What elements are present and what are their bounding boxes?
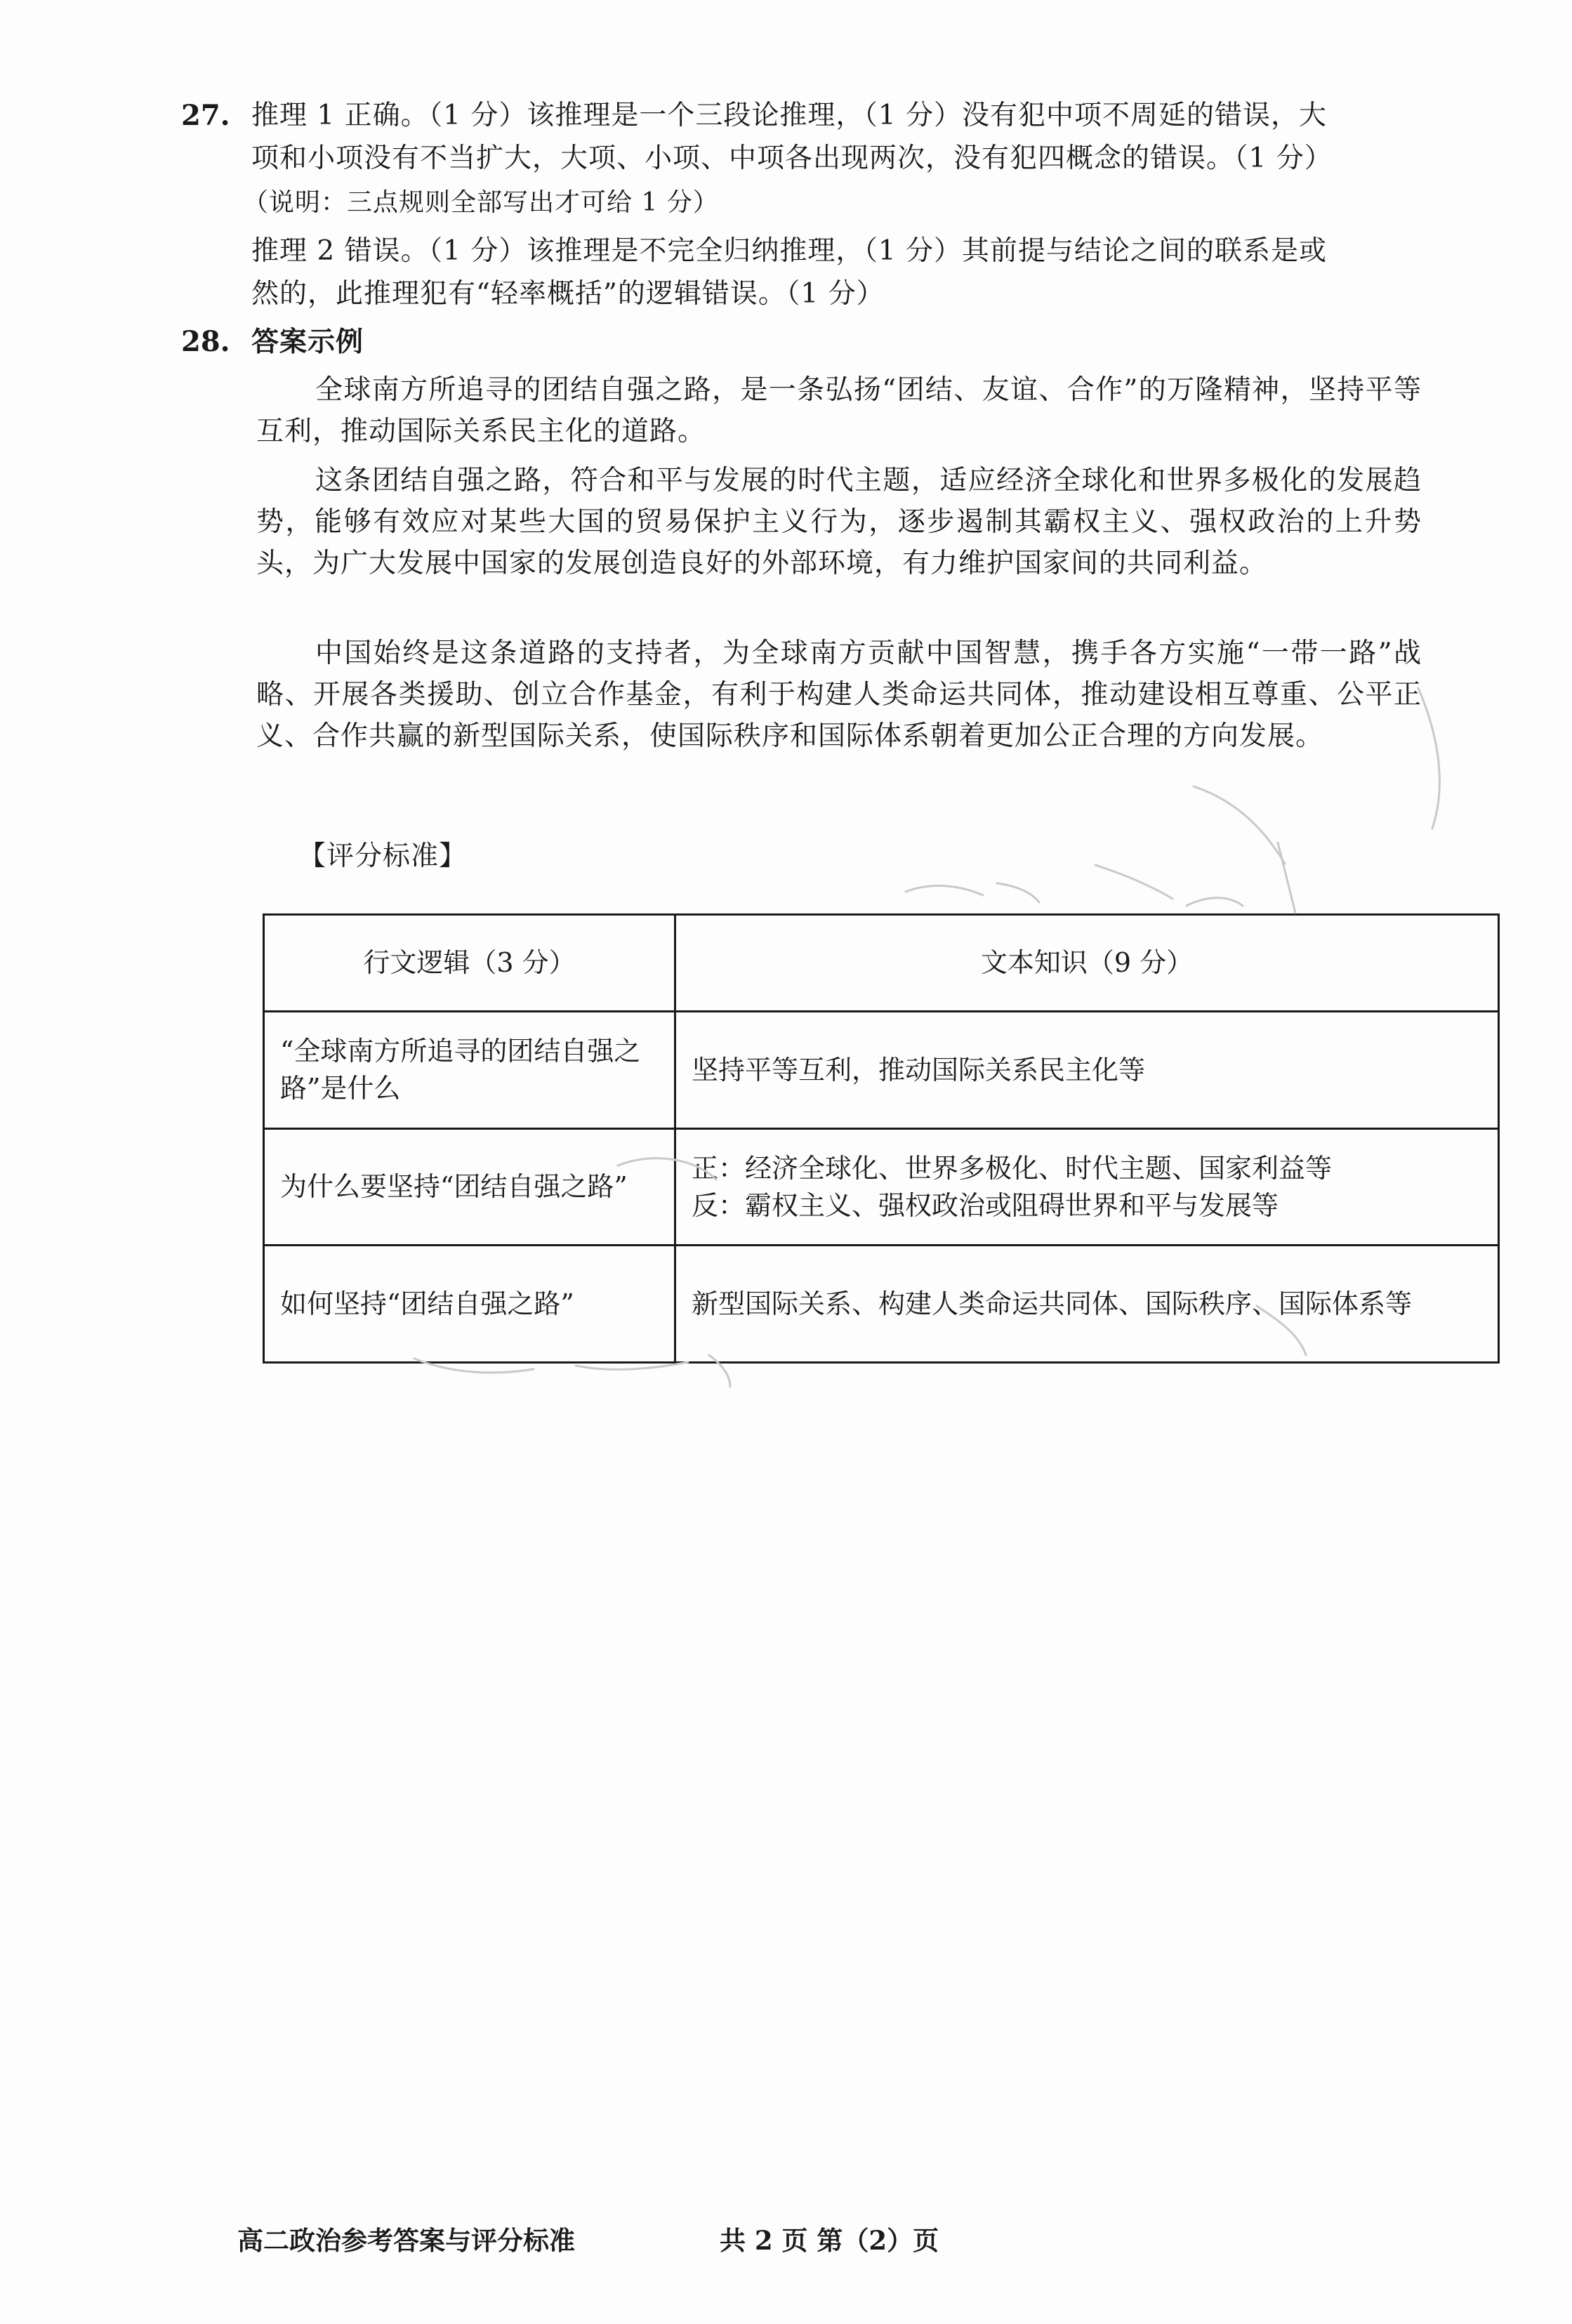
row-1-knowledge-line-1: 坚持平等互利，推动国际关系民主化等 [692, 1054, 1146, 1085]
row-1-knowledge [675, 1012, 1499, 1129]
q27-line-3: 推理 2 错误。（1 分）该推理是不完全归纳推理，（1 分）其前提与结论之间的联系是或 [251, 235, 1328, 267]
question-27-number: 27. [181, 99, 230, 132]
q28-paragraph-3: 中国始终是这条道路的支持者，为全球南方贡献中国智慧，携手各方实施“一带一路”战略、开展各类援助、创立合作基金，有利于构建人类命运共同体，推动建设相互尊重、公平正义、合作共赢的新型国际关系，使国际秩序和国际体系朝着更加公正合理的方向发展。 [256, 638, 1422, 752]
row-2-knowledge-line-1: 正：经济全球化、世界多极化、时代主题、国家利益等 [692, 1152, 1333, 1184]
q28-paragraph-2: 这条团结自强之路，符合和平与发展的时代主题，适应经济全球化和世界多极化的发展趋势，能够有效应对某些大国的贸易保护主义行为，逐步遏制其霸权主义、强权政治的上升势头，为广大发展中国家的发展创造良好的外部环境，有力维护国家间的共同利益。 [256, 465, 1422, 579]
row-3-logic: 如何坚持“团结自强之路” [264, 1246, 675, 1363]
q27-line-1: 推理 1 正确。（1 分）该推理是一个三段论推理，（1 分）没有犯中项不周延的错误，大 [251, 100, 1328, 131]
footer-title: 高二政治参考答案与评分标准 [237, 2225, 575, 2256]
table-header-row [264, 915, 1499, 1012]
table-row [264, 1246, 1499, 1363]
q28-heading: 答案示例 [251, 326, 364, 358]
q28-paragraph-1: 全球南方所追寻的团结自强之路，是一条弘扬“团结、友谊、合作”的万隆精神，坚持平等互利，推动国际关系民主化的道路。 [256, 374, 1422, 447]
row-2-knowledge-line-2: 反：霸权主义、强权政治或阻碍世界和平与发展等 [692, 1189, 1279, 1221]
table-row [264, 1012, 1499, 1129]
question-28-number: 28. [181, 325, 230, 358]
row-1-logic: “全球南方所追寻的团结自强之路”是什么 [264, 1012, 675, 1129]
table-row [264, 1129, 1499, 1246]
header-logic: 行文逻辑（3 分） [264, 915, 675, 1012]
q27-line-2: 项和小项没有不当扩大，大项、小项、中项各出现两次，没有犯四概念的错误。（1 分） [251, 143, 1333, 174]
footer-page-number: 共 2 页 第（2）页 [720, 2225, 939, 2256]
scoring-table [263, 913, 1500, 1364]
row-2-logic: 为什么要坚持“团结自强之路” [264, 1129, 675, 1246]
scoring-title: 【评分标准】 [298, 840, 468, 872]
header-knowledge: 文本知识（9 分） [675, 915, 1499, 1012]
row-3-knowledge [675, 1246, 1499, 1363]
q27-line-4: 然的，此推理犯有“轻率概括”的逻辑错误。（1 分） [251, 278, 885, 310]
q27-note: （说明：三点规则全部写出才可给 1 分） [243, 188, 719, 217]
row-3-knowledge-line-1: 新型国际关系、构建人类命运共同体、国际秩序、国际体系等 [692, 1288, 1413, 1319]
row-2-knowledge [675, 1129, 1499, 1246]
